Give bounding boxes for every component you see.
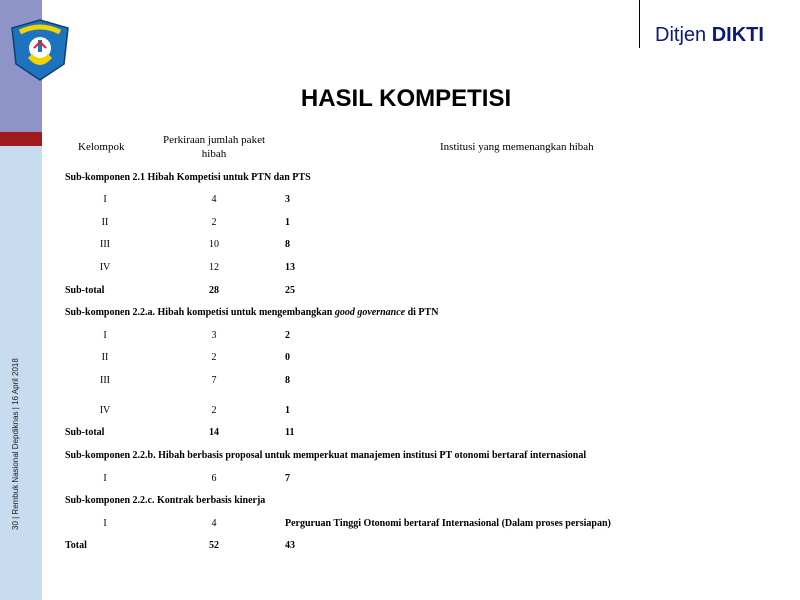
subtotal-2-1-perkiraan: 28 (209, 285, 219, 296)
row-2-1-iii-institusi: 8 (285, 239, 290, 250)
row-2-2a-iii-perkiraan: 7 (211, 375, 217, 386)
footer-text: 30 | Rembuk Nasional Depdiknas | 16 April 2018 (11, 358, 20, 530)
total-perkiraan: 52 (209, 540, 219, 551)
row-2-1-iii-kelompok: III (100, 239, 110, 250)
row-2-1-ii-perkiraan: 2 (211, 217, 217, 228)
row-2-1-i-perkiraan: 4 (211, 194, 217, 205)
row-2-2b-i-perkiraan: 6 (211, 473, 217, 484)
row-2-2a-ii-kelompok: II (101, 352, 109, 363)
sidebar-bottom-band (0, 146, 42, 600)
row-2-1-iv-kelompok: IV (99, 262, 111, 273)
brand (655, 24, 764, 47)
section-2-2-a (65, 307, 438, 319)
row-2-2a-iv-kelompok: IV (99, 405, 111, 416)
row-2-2b-i-institusi: 7 (285, 473, 290, 484)
row-2-1-ii-kelompok: II (101, 217, 109, 228)
section-2-1: Sub-komponen 2.1 Hibah Kompetisi untuk PTN dan PTS (65, 172, 311, 183)
row-2-2c-i-institusi: Perguruan Tinggi Otonomi bertaraf Internasional (Dalam proses persiapan) (285, 518, 611, 529)
row-2-2b-i-kelompok: I (103, 473, 107, 484)
row-2-1-ii-institusi: 1 (285, 217, 290, 228)
row-2-2a-i-kelompok: I (103, 330, 107, 341)
header-divider (639, 0, 640, 48)
section-2-2-b: Sub-komponen 2.2.b. Hibah berbasis proposal untuk memperkuat manajemen institusi PT otonomi bertaraf internasional (65, 450, 587, 461)
row-2-2a-iv-institusi: 1 (285, 405, 290, 416)
row-2-2c-i-kelompok: I (103, 518, 107, 529)
subtotal-2-2a-institusi: 11 (285, 427, 295, 438)
section-2-2-a-emphasis: good governance (334, 307, 406, 318)
row-2-2a-iv-perkiraan: 2 (211, 405, 217, 416)
total-institusi: 43 (285, 540, 295, 551)
subtotal-2-1-label: Sub-total (65, 285, 105, 296)
brand-name: DIKTI (711, 24, 764, 46)
row-2-2a-iii-institusi: 8 (285, 375, 290, 386)
row-2-1-i-institusi: 3 (285, 194, 290, 205)
row-2-1-iii-perkiraan: 10 (209, 239, 219, 250)
row-2-2c-i-perkiraan: 4 (211, 518, 217, 529)
header-institusi: Institusi yang memenangkan hibah (440, 141, 594, 153)
subtotal-2-1-institusi: 25 (285, 285, 295, 296)
row-2-2a-ii-institusi: 0 (285, 352, 290, 363)
total-label: Total (65, 540, 87, 551)
subtotal-2-2a-perkiraan: 14 (209, 427, 219, 438)
tut-wuri-handayani-logo (8, 18, 72, 82)
row-2-1-i-kelompok: I (103, 194, 107, 205)
row-2-2a-ii-perkiraan: 2 (211, 352, 217, 363)
section-2-2-a-tail: di PTN (405, 307, 439, 318)
brand-prefix: Ditjen (655, 24, 707, 46)
section-2-2-a-text: Sub-komponen 2.2.a. Hibah kompetisi untuk mengembangkan (65, 307, 335, 318)
header-kelompok: Kelompok (78, 141, 125, 153)
row-2-2a-i-perkiraan: 3 (211, 330, 217, 341)
sidebar-red-band (0, 132, 42, 146)
section-2-2-c: Sub-komponen 2.2.c. Kontrak berbasis kinerja (65, 495, 266, 506)
row-2-2a-iii-kelompok: III (100, 375, 110, 386)
page-title: HASIL KOMPETISI (300, 85, 512, 112)
subtotal-2-2a-label: Sub-total (65, 427, 105, 438)
header-perkiraan: Perkiraan jumlah paket hibah (162, 134, 266, 160)
row-2-2a-i-institusi: 2 (285, 330, 290, 341)
row-2-1-iv-perkiraan: 12 (209, 262, 219, 273)
row-2-1-iv-institusi: 13 (285, 262, 295, 273)
